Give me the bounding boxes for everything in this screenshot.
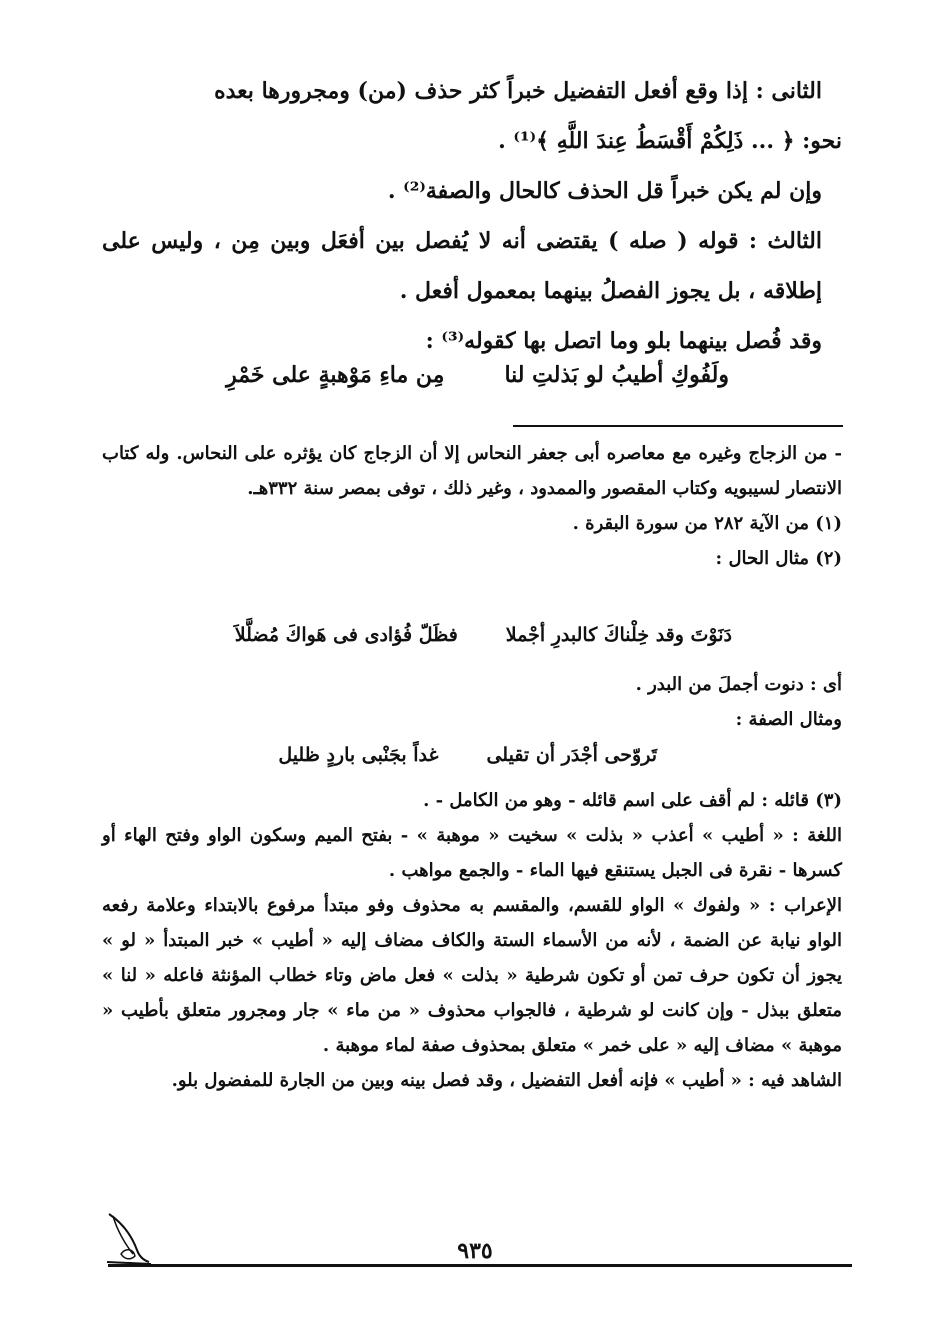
footnote-3: (٣) قائله : لم أقف على اسم قائله - وهو من الكامل - . [423, 790, 842, 811]
verse-first-hemistich: ولَفُوكِ أطيبُ لو بَذلتِ لنا [504, 362, 729, 388]
footnotes-bottom [102, 783, 842, 1098]
main-text [102, 66, 842, 366]
footnote-2-sifa-label: ومثال الصفة : [735, 709, 842, 730]
paragraph-omission-note: وإن لم يكن خبراً قل الحذف كالحال والصفة⁽²⁾ . [387, 178, 822, 204]
footnote-2-verse-first: دَنَوْتَ وقد خِلْناكَ كالبدرِ أجْملا [505, 624, 732, 646]
footnotes-top [102, 436, 842, 576]
footnote-3-irab: الإعراب : « ولفوك » الواو للقسم، والمقسم به محذوف وفو مبتدأ مرفوع بالابتداء وعلامة رفعه الواو نيابة عن الضمة ، لأنه من الأسماء الستة والكاف مضاف إليه « أطيب » خبر المبتدأ « لو » يجوز أن تكون حرف تمن أو تكون شرطية « بذلت » فعل ماض وتاء خطاب المؤنثة فاعله « لنا » متعلق ببذل - وإن كانت لو شرطية ، فالجواب محذوف « من ماء » جار ومجرور متعلق بأطيب « موهبة » مضاف إليه « على خمر » متعلق بمحذوف صفة لماء موهبة . [102, 895, 842, 1056]
paragraph-separation-note: وقد فُصل بينهما بلو وما اتصل بها كقوله⁽³⁾ : [425, 328, 822, 354]
verse-second-hemistich: مِن ماءِ مَوْهبةٍ على خَمْرِ [226, 362, 445, 388]
footnote-3-lugha: اللغة : « أطيب » أعذب « بذلت » سخيت « موهبة » - بفتح الميم وسكون الواو وفتح الهاء أو كسرها - نقرة فى الجبل يستنقع فيها الماء - والجمع مواهب . [102, 825, 842, 881]
footnote-1: (١) من الآية ٢٨٢ من سورة البقرة . [572, 513, 842, 534]
footnote-2-meaning: أى : دنوت أجملَ من البدر . [635, 674, 842, 695]
paragraph-second-point: الثانى : إذا وقع أفعل التفضيل خبراً كثر حذف (من) ومجرورها بعده [214, 78, 822, 104]
quran-example: نحو: ﴿ ... ذَلِكُمْ أَقْسَطُ عِندَ اللَّهِ ﴾⁽¹⁾ . [498, 128, 842, 154]
bottom-rule [108, 1264, 852, 1267]
footnote-2-verse-second: فظَلّ فُؤادى فى هَواكَ مُضلَّلاَ [234, 624, 458, 646]
footnote-2-sifa-verse-second: غداً بجَنْبى باردٍ ظليل [278, 744, 439, 766]
footnote-continuation: - من الزجاج وغيره مع معاصره أبى جعفر النحاس إلا أن الزجاج كان يؤثره على النحاس. وله كتاب الانتصار لسيبويه وكتاب المقصور والممدود ، وغير ذلك ، توفى بمصر سنة ٣٣٢هـ. [102, 443, 842, 499]
poem-verse [226, 362, 729, 388]
page-number: ٩٣٥ [457, 1238, 493, 1264]
footnote-2-label: (٢) مثال الحال : [715, 548, 842, 569]
quill-ornament-icon [103, 1210, 153, 1266]
footnotes-middle [102, 667, 842, 737]
footnote-2-sifa-verse-first: تَروّحى أجْدَر أن تقيلى [486, 744, 657, 766]
footnote-separator [513, 425, 843, 427]
paragraph-third-point: الثالث : قوله ( صله ) يقتضى أنه لا يُفصل بين أفعَل وبين مِن ، وليس على إطلاقه ، بل يجوز الفصلُ بينهما بمعمول أفعل . [102, 228, 822, 304]
footnote-2-verse [235, 624, 732, 646]
footnote-2-sifa-verse [278, 744, 657, 766]
footnote-3-shahid: الشاهد فيه : « أطيب » فإنه أفعل التفضيل ، وقد فصل بينه وبين من الجارة للمفضول بلو. [171, 1070, 842, 1091]
